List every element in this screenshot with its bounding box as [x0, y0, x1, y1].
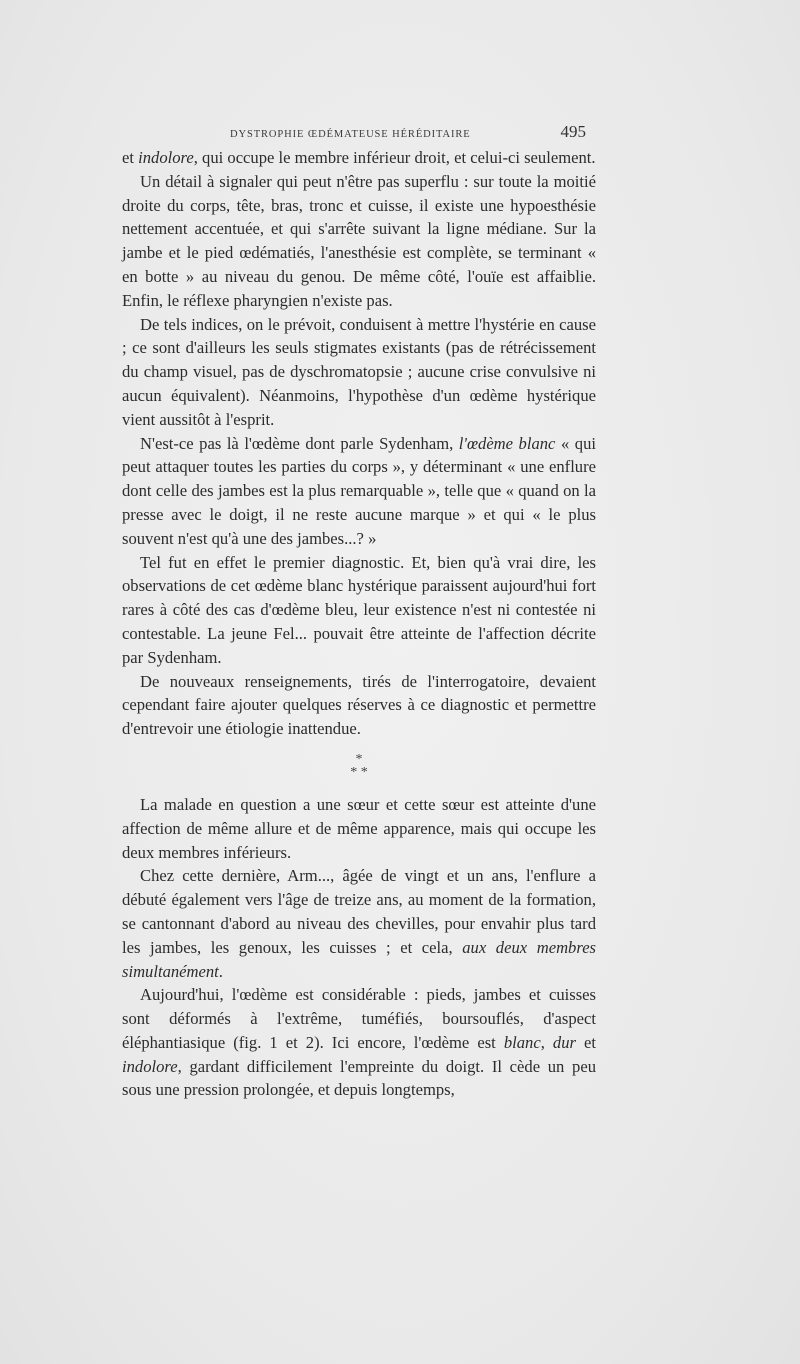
- paragraph-5: Tel fut en effet le premier diagnostic. Et, bien qu'à vrai dire, les observations de cet œdème blanc hystérique paraissent aujourd'hui fort rares à côté des cas d'œdème bleu, leur existence n'est ni contestée ni contestable. La jeune Fel... pouvait être atteinte de l'affection décrite par Sydenham.: [122, 552, 596, 667]
- section-asterism: [122, 753, 596, 779]
- page-number: 495: [560, 122, 586, 141]
- paragraph-4: [122, 432, 596, 551]
- asterism-top: *: [355, 751, 363, 767]
- italic-run: dur: [552, 1032, 576, 1052]
- text-run: « qui peut attaquer toutes les parties du corps », y déterminant « une enflure dont celle des jambes est la plus remarquable », telle que « quand on la presse avec le doigt, il ne reste aucune marque » et qui « le plus souvent n'est qu'à une des jambes...? »: [122, 433, 596, 548]
- text-run: , qui occupe le membre inférieur droit, et celui-ci seulement.: [193, 148, 596, 167]
- paragraph-9: [122, 983, 596, 1102]
- text-run: , gardant difficilement l'empreinte du doigt. Il cède un peu sous une pression prolongée, et depuis longtemps,: [122, 1056, 596, 1100]
- italic-run: indolore: [138, 148, 194, 167]
- text-run: ,: [540, 1032, 553, 1052]
- paragraph-7: La malade en question a une sœur et cette sœur est atteinte d'une affection de même allure et de même apparence, mais qui occupe les deux membres inférieurs.: [122, 794, 596, 862]
- italic-run: indolore: [122, 1056, 178, 1076]
- text-run: Aujourd'hui, l'œdème est considérable : pieds, jambes et cuisses sont déformés à l'extrême, tuméfiés, boursouflés, d'aspect éléphantiasique (fig. 1 et 2). Ici encore, l'œdème est: [122, 985, 596, 1052]
- paragraph-8: [122, 864, 596, 983]
- text-run: et: [575, 1032, 597, 1052]
- italic-run: l'œdème blanc: [458, 433, 556, 453]
- paragraph-3: De tels indices, on le prévoit, conduisent à mettre l'hystérie en cause ; ce sont d'ailleurs les seuls stigmates existants (pas de rétrécissement du champ visuel, pas de dyschromatopsie ; aucune crise convulsive ni aucun équivalent). Néanmoins, l'hypothèse d'un œdème hystérique vient aussitôt à l'esprit.: [122, 314, 596, 429]
- italic-run: aux deux membres simultanément: [122, 937, 597, 981]
- paragraph-1: [122, 146, 596, 170]
- text-run: N'est-ce pas là l'œdème dont parle Sydenham,: [140, 433, 459, 453]
- paragraph-2: Un détail à signaler qui peut n'être pas superflu : sur toute la moitié droite du corps, tête, bras, tronc et cuisse, il existe une hypoesthésie nettement accentuée, et qui s'arrête suivant la ligne médiane. Sur la jambe et le pied œdématiés, l'anesthésie est complète, se terminant « en botte » au niveau du genou. De même côté, l'ouïe est affaiblie. Enfin, le réflexe pharyngien n'existe pas.: [122, 171, 596, 310]
- text-run: et: [122, 148, 139, 167]
- text-run: .: [218, 961, 223, 981]
- paragraph-6: De nouveaux renseignements, tirés de l'interrogatoire, devaient cependant faire ajouter quelques réserves à ce diagnostic et permettre d'entrevoir une étiologie inattendue.: [122, 671, 596, 739]
- body-text: [122, 146, 596, 1102]
- italic-run: blanc: [503, 1032, 541, 1052]
- page-header: [230, 122, 586, 142]
- asterism-bottom: * *: [350, 764, 368, 780]
- running-title: DYSTROPHIE ŒDÉMATEUSE HÉRÉDITAIRE: [230, 129, 471, 140]
- text-run: Chez cette dernière, Arm..., âgée de vingt et un ans, l'enflure a débuté également vers l'âge de treize ans, au moment de la formation, se cantonnant d'abord au niveau des chevilles, pour envahir plus tard les jambes, les genoux, les cuisses ; et cela,: [122, 866, 596, 957]
